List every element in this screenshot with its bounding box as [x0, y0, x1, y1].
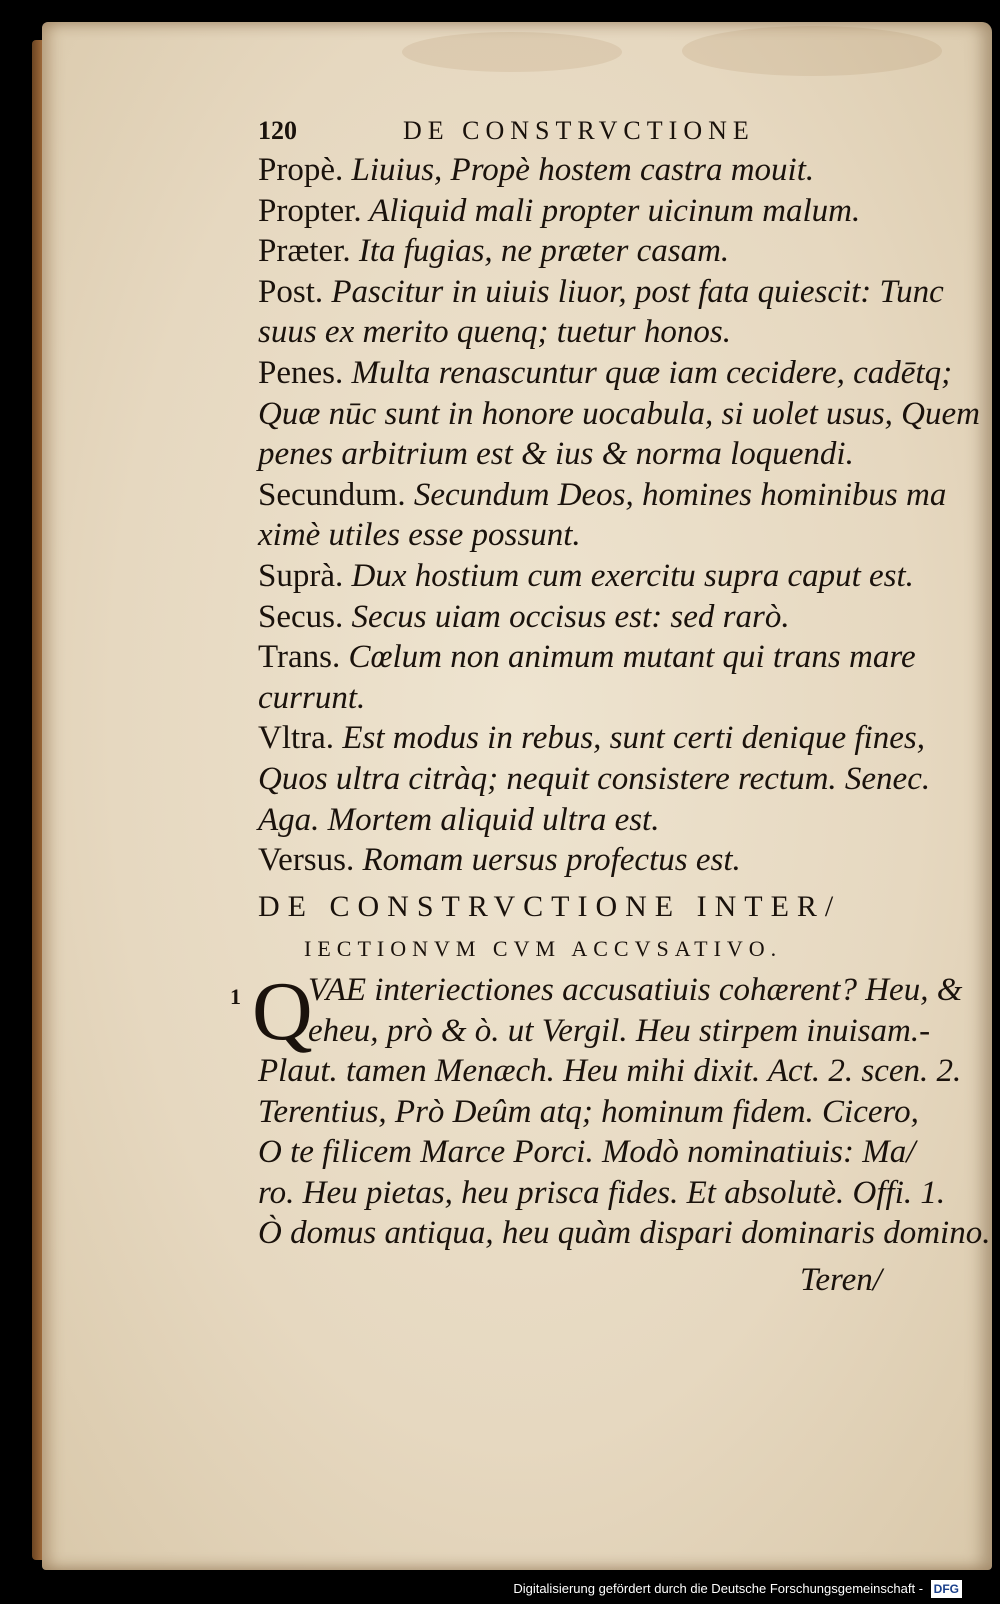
line-label: Suprà.	[258, 558, 344, 594]
margin-mark: 1	[230, 984, 241, 1009]
line-text: suus ex merito quenq; tuetur honos.	[258, 314, 731, 351]
text-line	[258, 597, 790, 637]
line-label: Propter.	[258, 192, 362, 229]
running-header	[258, 116, 758, 150]
line-text: ximè utiles esse possunt.	[258, 517, 581, 554]
line-label: Vltra.	[258, 720, 335, 757]
line-text: Liuius, Propè hostem castra mouit.	[343, 152, 815, 188]
text-line	[258, 840, 741, 880]
line-text: Aliquid mali propter uicinum malum.	[361, 192, 861, 229]
body-line: Terentius, Prò Deûm atq; hominum fidem. Cicero,	[258, 1093, 919, 1130]
footer-text: Digitalisierung gefördert durch die Deutsche Forschungsgemeinschaft -	[513, 1581, 924, 1596]
line-label: Præter.	[258, 233, 351, 270]
line-label: Secus.	[258, 598, 344, 635]
text-line	[258, 312, 731, 352]
digitization-footer	[513, 1580, 962, 1598]
dfg-logo: DFG	[931, 1580, 962, 1598]
body-line: eheu, prò & ò. ut Vergil. Heu stirpem inuisam.-	[308, 1012, 931, 1049]
line-text: Ita fugias, ne præter casam.	[350, 233, 730, 270]
text-line	[258, 759, 930, 799]
text-line	[258, 800, 659, 840]
line-label: Versus.	[258, 842, 355, 879]
line-text: currunt.	[258, 679, 366, 716]
line-label: Secundum.	[258, 476, 406, 513]
line-text: Romam uersus profectus est.	[354, 842, 741, 879]
line-text: Secundum Deos, homines hominibus ma	[405, 476, 947, 513]
line-label: Post.	[258, 273, 324, 310]
text-line	[258, 150, 814, 190]
section-heading-line1: DE CONSTRVCTIONE INTER/	[258, 890, 842, 923]
catchword: Teren/	[800, 1262, 882, 1298]
line-text: Aga. Mortem aliquid ultra est.	[258, 801, 660, 838]
line-label: Trans.	[258, 639, 341, 676]
line-label: Propè.	[258, 152, 344, 188]
line-text: Quos ultra citràq; nequit consistere rectum. Senec.	[258, 761, 931, 797]
body-line: O te filicem Marce Porci. Modò nominatiuis: Ma/	[258, 1134, 916, 1170]
line-text: Secus uiam occisus est: sed rarò.	[343, 598, 790, 635]
text-line	[258, 272, 944, 312]
line-label: Penes.	[258, 355, 344, 391]
text-line	[258, 718, 925, 758]
body-line: Ò domus antiqua, heu quàm dispari dominaris domino.	[258, 1215, 991, 1251]
text-line	[258, 434, 854, 474]
text-line	[258, 678, 365, 718]
page-number: 120	[258, 116, 297, 145]
text-line	[258, 394, 980, 434]
line-text: penes arbitrium est & ius & norma loquendi.	[258, 436, 854, 473]
text-line	[258, 231, 729, 271]
text-line	[258, 515, 581, 555]
body-line: Plaut. tamen Menæch. Heu mihi dixit. Act. 2. scen. 2.	[258, 1053, 962, 1089]
drop-capital: Q	[252, 965, 313, 1058]
running-head: DE CONSTRVCTIONE	[403, 116, 755, 145]
section-heading-line2: IECTIONVM CVM ACCVSATIVO.	[304, 936, 783, 961]
text-line	[258, 475, 946, 515]
line-text: Pascitur in uiuis liuor, post fata quiescit: Tunc	[323, 273, 944, 310]
line-text: Dux hostium cum exercitu supra caput est.	[343, 558, 914, 594]
body-line: ro. Heu pietas, heu prisca fides. Et absolutè. Offi. 1.	[258, 1174, 946, 1211]
text-line	[258, 637, 916, 677]
line-text: Quæ nūc sunt in honore uocabula, si uolet usus, Quem	[258, 395, 980, 432]
text-line	[258, 353, 952, 393]
text-line	[258, 556, 914, 596]
line-text: Cœlum non animum mutant qui trans mare	[340, 639, 916, 676]
line-text: Multa renascuntur quæ iam cecidere, cadētq;	[343, 355, 953, 391]
line-text: Est modus in rebus, sunt certi denique fines,	[334, 720, 925, 757]
body-line: VAE interiectiones accusatiuis cohærent? Heu, &	[308, 972, 963, 1008]
text-line	[258, 191, 860, 231]
